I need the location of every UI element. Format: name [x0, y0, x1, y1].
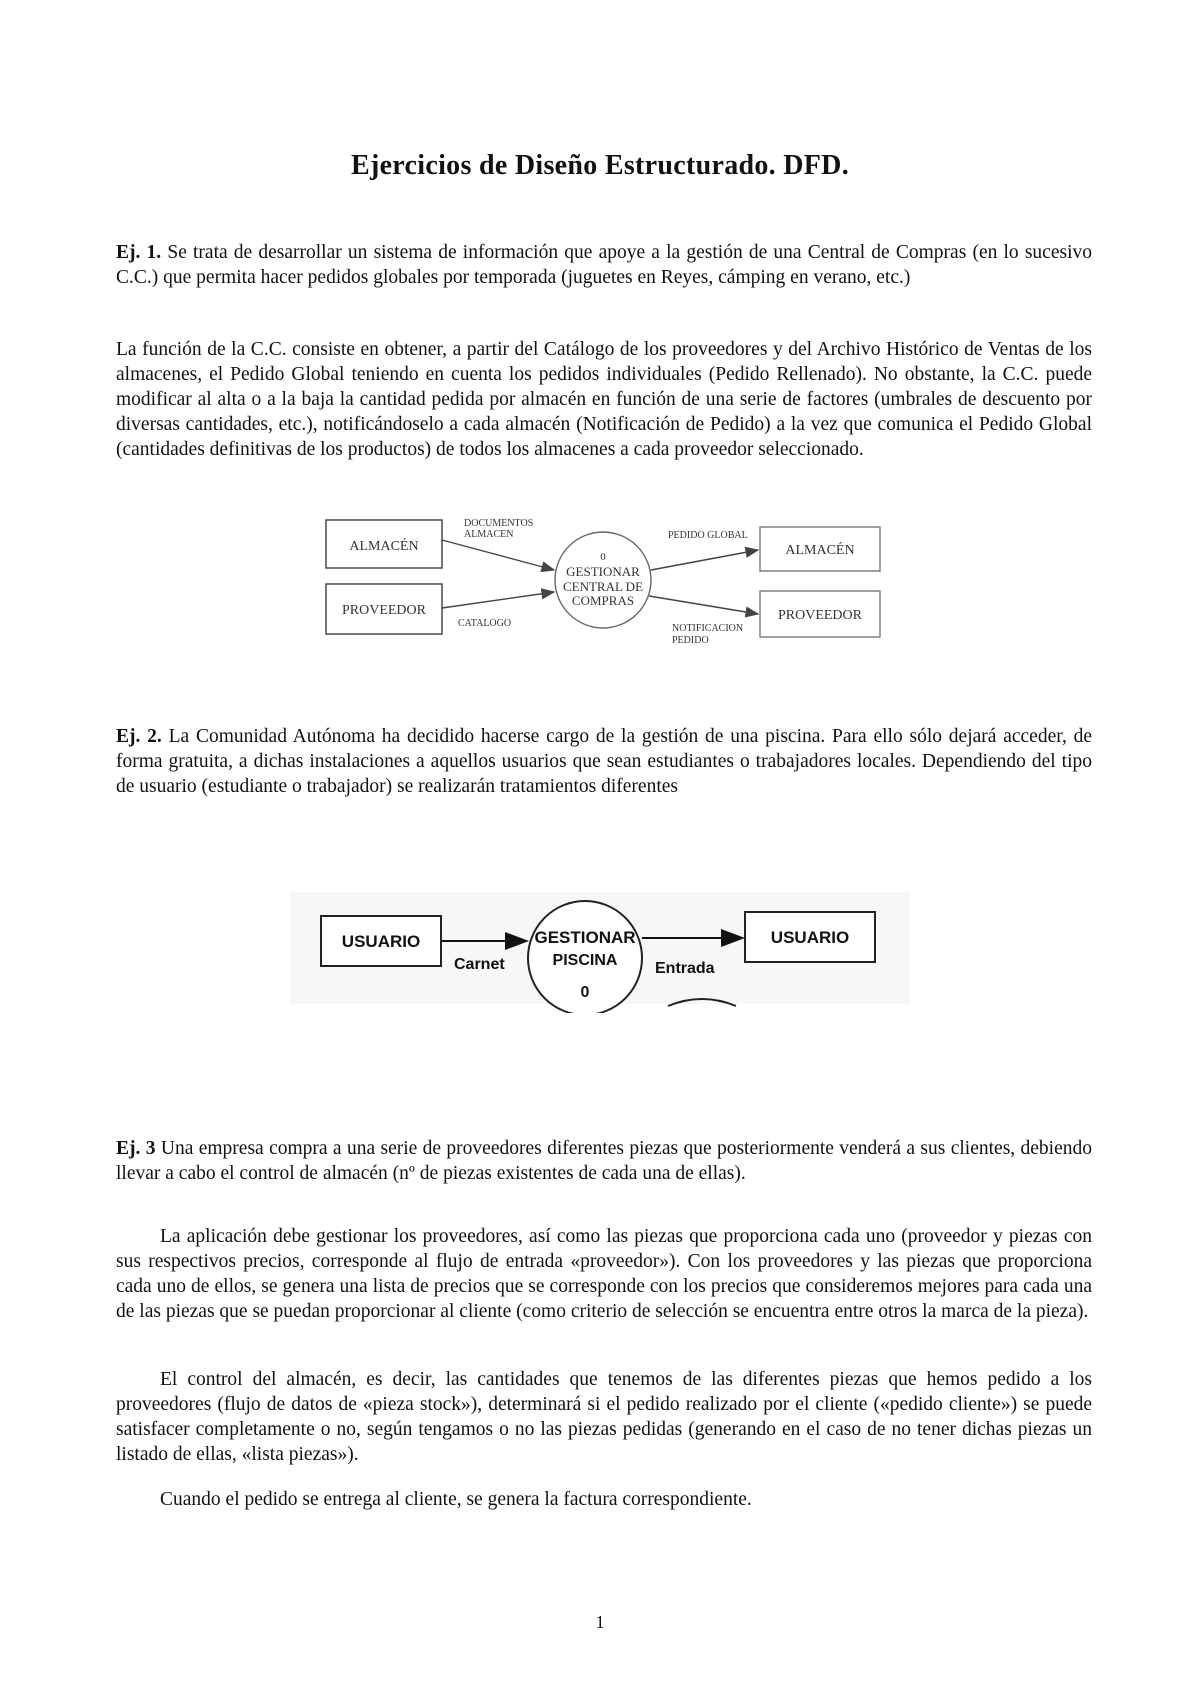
- entity-proveedor-right-label: PROVEEDOR: [777, 608, 863, 623]
- ex1-dfd-diagram: [320, 512, 890, 687]
- process-label-line2: CENTRAL DE: [562, 579, 644, 594]
- flow-documentos-label-2: ALMACEN: [464, 529, 514, 540]
- entity-usuario-right-label: USUARIO: [770, 928, 850, 947]
- ex3-paragraph-4: Cuando el pedido se entrega al cliente, se genera la factura correspondiente.: [160, 1489, 752, 1510]
- flow-documentos-label-1: DOCUMENTOS: [464, 518, 534, 529]
- ex1-label: Ej. 1.: [116, 242, 162, 263]
- entity-almacen-left-label: ALMACÉN: [349, 539, 419, 554]
- flow-pedido-global: [651, 550, 758, 570]
- ex1-paragraph-2: La función de la C.C. consiste en obtener, a partir del Catálogo de los proveedores y del Archivo Histórico de Ventas de los almacenes, el Pedido Global teniendo en cuenta los pedidos individuales (Pedido Rellenado). No obstante, la C.C. puede modificar al alta o a la baja la cantidad pedida por almacén en función de una serie de factores (umbrales de descuento por diversas cantidades, etc.), notificándoselo a cada almacén (Notificación de Pedido) a la vez que comunica el Pedido Global (cantidades definitivas de los productos) de todos los almacenes a cada proveedor seleccionado.: [116, 339, 1092, 460]
- flow-catalogo-label: CATALOGO: [458, 618, 512, 629]
- process-label-line3: COMPRAS: [571, 593, 635, 608]
- ex3-paragraph-3: El control del almacén, es decir, las cantidades que tenemos de las diferentes piezas que hemos pedido a los proveedores (flujo de datos de «pieza stock»), determinará si el pedido realizado por el cliente («pedido cliente») se puede satisfacer completamente o no, según tengamos o no las piezas pedidas (generando en el caso de no tener dichas piezas un listado de ellas, «lista piezas»).: [116, 1369, 1092, 1465]
- entity-almacen-right-label: ALMACÉN: [785, 543, 855, 558]
- flow-notificacion-label-2: PEDIDO: [672, 635, 709, 646]
- flow-entrada-label: Entrada: [655, 960, 715, 977]
- ex2-paragraph-1: [116, 724, 1092, 799]
- process-number: 0: [600, 551, 606, 563]
- ex1-text-1: Se trata de desarrollar un sistema de información que apoye a la gestión de una Central de Compras (en lo sucesivo C.C.) que permita hacer pedidos globales por temporada (juguetes en Reyes, cámping en verano, etc.): [116, 242, 1093, 288]
- entity-usuario-left-label: USUARIO: [341, 932, 421, 951]
- process-number: 0: [580, 984, 590, 1001]
- flow-pedido-global-label: PEDIDO GLOBAL: [668, 530, 748, 541]
- page-number: 1: [595, 1612, 605, 1632]
- entity-proveedor-left-label: PROVEEDOR: [341, 603, 427, 618]
- process-label-line1: GESTIONAR: [566, 564, 640, 579]
- ex3-label: Ej. 3: [116, 1138, 156, 1159]
- ex2-dfd-diagram: [290, 888, 910, 1013]
- ex1-paragraph-1: [116, 240, 1092, 290]
- flow-documentos-almacen: [442, 540, 554, 570]
- flow-catalogo: [442, 592, 554, 608]
- flow-carnet-label: Carnet: [454, 956, 505, 973]
- ex3-paragraph-1: [116, 1136, 1092, 1186]
- ex2-label: Ej. 2.: [116, 726, 162, 747]
- document-title: Ejercicios de Diseño Estructurado. DFD.: [350, 150, 850, 181]
- process-label-line2: PISCINA: [552, 952, 618, 969]
- flow-notificacion-pedido: [649, 596, 758, 614]
- process-label-line1: GESTIONAR: [534, 928, 636, 947]
- flow-notificacion-label-1: NOTIFICACION: [672, 623, 744, 634]
- ex2-text-1: La Comunidad Autónoma ha decidido hacerse cargo de la gestión de una piscina. Para ello sólo dejará acceder, de forma gratuita, a dichas instalaciones a aquellos usuarios que sean estudiantes o trabajadores locales. Dependiendo del tipo de usuario (estudiante o trabajador) se realizarán tratamientos diferentes: [116, 726, 1093, 797]
- ex3-paragraph-2: La aplicación debe gestionar los proveedores, así como las piezas que proporciona cada uno (proveedor y piezas con sus respectivos precios, corresponde al flujo de entrada «proveedor»). Con los proveedores y las piezas que proporciona cada uno de ellos, se genera una lista de precios que se corresponde con los precios que consideremos mejores para cada una de las piezas que se puedan proporcionar al cliente (como criterio de selección se encuentra entre otros la marca de la pieza).: [116, 1226, 1092, 1322]
- ex3-text-1: Una empresa compra a una serie de proveedores diferentes piezas que posteriormente venderá a sus clientes, debiendo llevar a cabo el control de almacén (nº de piezas existentes de cada una de ellas).: [116, 1138, 1093, 1184]
